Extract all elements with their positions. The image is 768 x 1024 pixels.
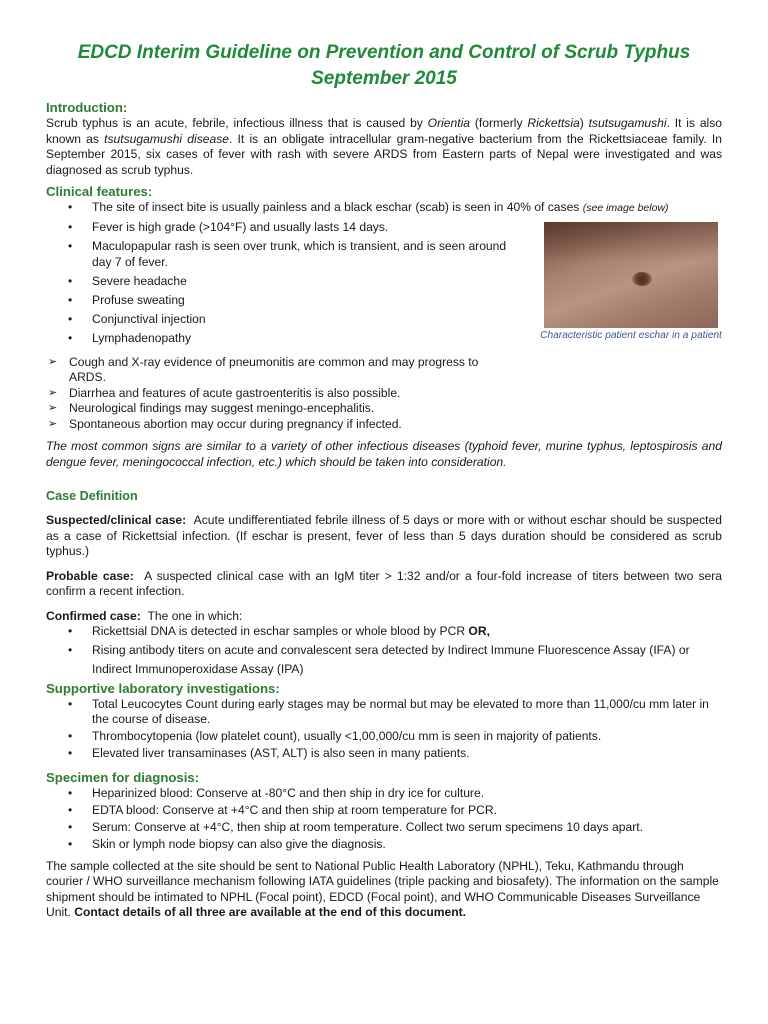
- clinical-features-section: [46, 200, 722, 432]
- clinical-bullet: • Profuse sweating: [46, 293, 516, 309]
- clinical-arrow-item: ➢ Diarrhea and features of acute gastroenteritis is also possible.: [46, 386, 516, 402]
- specimen-item: • EDTA blood: Conserve at +4°C and then ship at room temperature for PCR.: [46, 803, 722, 819]
- introduction-heading: Introduction:: [46, 100, 128, 115]
- case-definition-heading: Case Definition: [46, 489, 138, 503]
- confirmed-case-item: • Rising antibody titers on acute and convalescent sera detected by Indirect Immune Fluorescence Assay (IFA) or Indirect Immunoperoxidase Assay (IPA): [46, 641, 722, 679]
- lab-item: • Thrombocytopenia (low platelet count), usually <1,00,000/cu mm is seen in majority of patients.: [46, 729, 722, 745]
- title-line-2: September 2015: [311, 68, 457, 89]
- confirmed-case-item: • Rickettsial DNA is detected in eschar samples or whole blood by PCR OR,: [46, 624, 722, 640]
- eschar-photo: [544, 222, 718, 328]
- title-line-1: EDCD Interim Guideline on Prevention and Control of Scrub Typhus: [77, 42, 691, 63]
- specimen-heading: Specimen for diagnosis:: [46, 769, 200, 785]
- clinical-bullet: • Lymphadenopathy: [46, 331, 516, 347]
- clinical-arrow-item: ➢ Cough and X-ray evidence of pneumonitis are common and may progress to ARDS.: [46, 355, 516, 386]
- clinical-bullet: • Maculopapular rash is seen over trunk, which is transient, and is seen around day 7 of fever.: [46, 239, 516, 270]
- specimen-item: • Heparinized blood: Conserve at -80°C and then ship in dry ice for culture.: [46, 786, 722, 802]
- eschar-figure: [540, 222, 722, 342]
- specimen-list: [46, 786, 722, 853]
- clinical-bullet-list: [46, 220, 516, 346]
- specimen-item: • Skin or lymph node biopsy can also give the diagnosis.: [46, 837, 722, 853]
- introduction-paragraph: Scrub typhus is an acute, febrile, infectious illness that is caused by Orientia (formerly Rickettsia) tsutsugamushi. It is also known as tsutsugamushi disease. It is an obligate intracellular gram-negative bacterium from the Rickettsiaceae family. In September 2015, six cases of fever with rash with severe ARDS from Eastern parts of Nepal were investigated and was diagnosed as scrub typhus.: [46, 116, 723, 177]
- clinical-features-heading: Clinical features:: [46, 184, 153, 199]
- probable-case-definition: Probable case: A suspected clinical case with an IgM titer > 1:32 and/or a four-fold increase of titers between two sera confirm a recent infection.: [46, 568, 722, 598]
- clinical-arrow-item: ➢ Spontaneous abortion may occur during pregnancy if infected.: [46, 417, 516, 433]
- document-title: [46, 40, 722, 92]
- clinical-arrow-item: ➢ Neurological findings may suggest meningo-encephalitis.: [46, 401, 516, 417]
- specimen-item: • Serum: Conserve at +4°C, then ship at room temperature. Collect two serum specimens 10 days apart.: [46, 820, 722, 836]
- confirmed-case-definition: Confirmed case: The one in which:: [46, 608, 243, 623]
- lab-investigations-list: [46, 697, 722, 762]
- clinical-bullet: • Fever is high grade (>104°F) and usually lasts 14 days.: [46, 220, 516, 236]
- lab-item: • Total Leucocytes Count during early stages may be normal but may be elevated to more than 11,000/cu mm later in the course of disease.: [46, 697, 722, 728]
- suspected-case-definition: Suspected/clinical case: Acute undifferentiated febrile illness of 5 days or more with or without eschar should be suspected as a case of Rickettsial infection. (If eschar is present, fever of less than 5 days duration should be considered as scrub typhus.): [46, 513, 722, 558]
- lab-investigations-heading: Supportive laboratory investigations:: [46, 680, 280, 696]
- lab-item: • Elevated liver transaminases (AST, ALT) is also seen in many patients.: [46, 746, 722, 762]
- clinical-arrow-list: [46, 355, 516, 433]
- clinical-bullet: • Conjunctival injection: [46, 312, 516, 328]
- eschar-caption: Characteristic patient eschar in a patient: [540, 330, 722, 341]
- differential-note: The most common signs are similar to a variety of other infectious diseases (typhoid fever, murine typhus, leptospirosis and dengue fever, meningococcal infection, etc.) which should be taken into consideration.: [46, 439, 722, 469]
- closing-paragraph: The sample collected at the site should be sent to National Public Health Laboratory (NPHL), Teku, Kathmandu through courier / WHO surveillance mechanism following IATA guidelines (triple packing and biosafety). The information on the sample shipment should be intimated to NPHL (Focal point), EDCD (Focal point), and WHO Communicable Diseases Surveillance Unit. Contact details of all three are available at the end of this document.: [46, 858, 719, 919]
- clinical-bullet-list: [46, 200, 722, 217]
- clinical-bullet: • Severe headache: [46, 274, 516, 290]
- clinical-bullet: • The site of insect bite is usually painless and a black eschar (scab) is seen in 40% of cases (see image below): [46, 200, 722, 217]
- confirmed-case-list: [46, 624, 722, 679]
- document-page: [46, 40, 722, 921]
